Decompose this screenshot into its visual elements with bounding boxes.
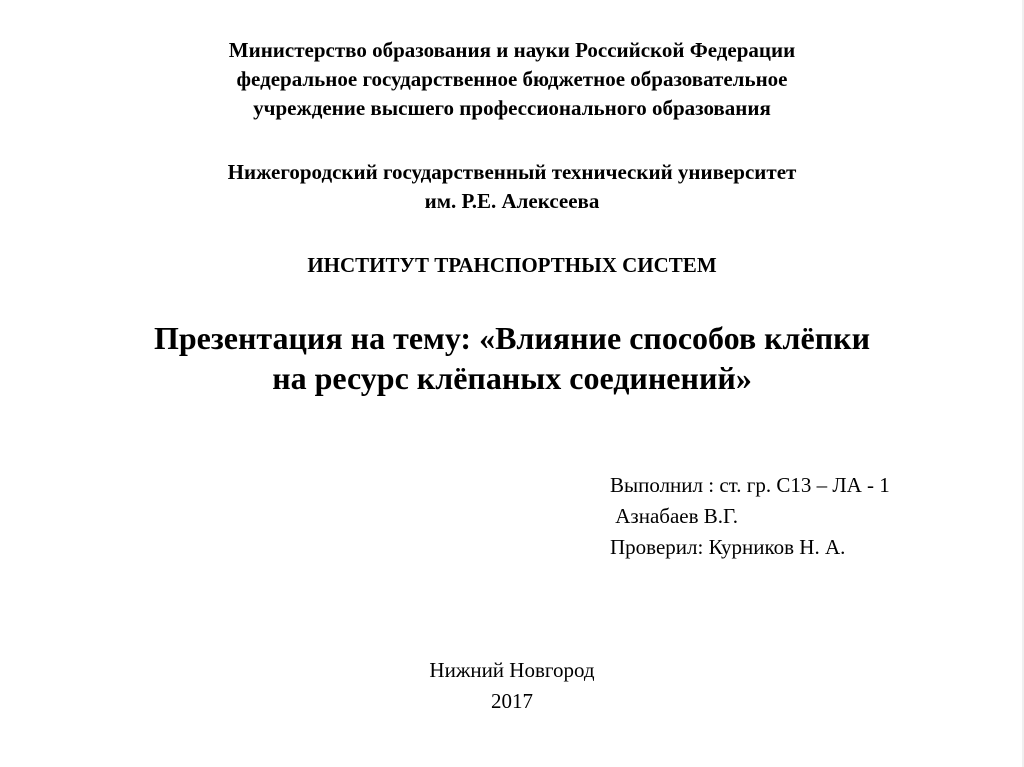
footer-city: Нижний Новгород	[429, 658, 595, 682]
author-line-checked: Проверил: Курников Н. А.	[610, 535, 846, 559]
ministry-block	[0, 36, 1024, 123]
title-line-2: на ресурс клёпаных соединений»	[272, 360, 752, 396]
ministry-line-2: федеральное государственное бюджетное образовательное	[236, 67, 788, 91]
author-line-performed: Выполнил : ст. гр. С13 – ЛА - 1	[610, 473, 890, 497]
ministry-line-1: Министерство образования и науки Российской Федерации	[228, 38, 796, 62]
university-block	[0, 158, 1024, 216]
university-named-after: им. Р.Е. Алексеева	[424, 189, 600, 213]
footer-year: 2017	[491, 689, 533, 713]
title-line-1: Презентация на тему: «Влияние способов клёпки	[153, 320, 870, 356]
ministry-line-3: учреждение высшего профессионального образования	[253, 96, 771, 120]
presentation-title	[0, 318, 1024, 398]
institute-name: ИНСТИТУТ ТРАНСПОРТНЫХ СИСТЕМ	[307, 253, 717, 277]
author-line-name: Азнабаев В.Г.	[610, 504, 739, 528]
university-name: Нижегородский государственный технический университет	[227, 160, 797, 184]
footer-block	[0, 655, 1024, 717]
author-block	[610, 470, 890, 563]
